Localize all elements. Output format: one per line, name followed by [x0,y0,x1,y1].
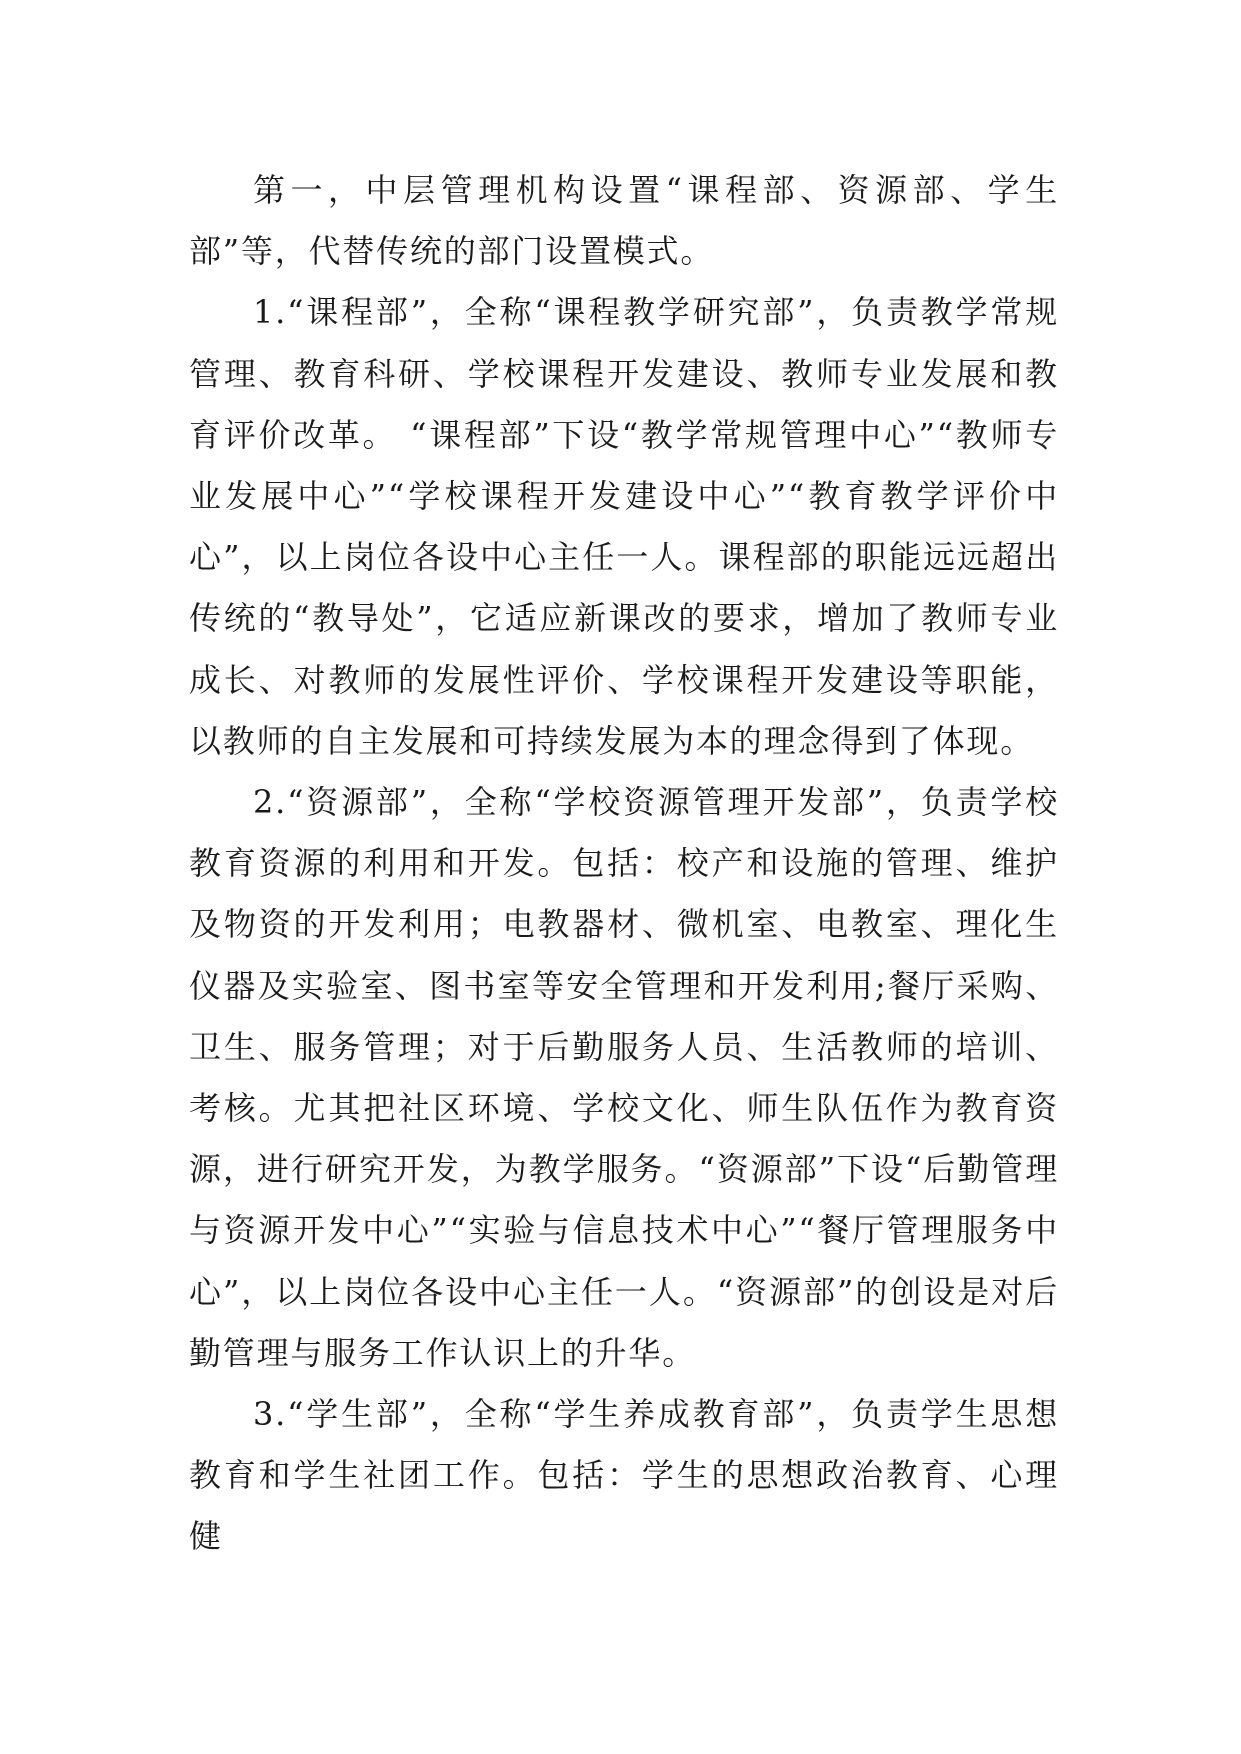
paragraph-student-dept: 3.“学生部”，全称“学生养成教育部”，负责学生思想教育和学生社团工作。包括：学生的思想政治教育、心理健 [189,1395,1059,1556]
paragraph-resource-dept: 2.“资源部”，全称“学校资源管理开发部”，负责学校教育资源的利用和开发。包括：校产和设施的管理、维护及物资的开发利用；电教器材、微机室、电教室、理化生仪器及实验室、图书室等安全管理和开发利用;餐厅采购、卫生、服务管理；对于后勤服务人员、生活教师的培训、考核。尤其把社区环境、学校文化、师生队伍作为教育资源，进行研究开发，为教学服务。“资源部”下设“后勤管理与资源开发中心”“实验与信息技术中心”“餐厅管理服务中心”，以上岗位各设中心主任一人。“资源部”的创设是对后勤管理与服务工作认识上的升华。 [189,783,1059,1372]
paragraph-curriculum-dept: 1.“课程部”，全称“课程教学研究部”，负责教学常规管理、教育科研、学校课程开发建设、教师专业发展和教育评价改革。 “课程部”下设“教学常规管理中心”“教师专业发展中心”“学校课程开发建设中心”“教育教学评价中心”，以上岗位各设中心主任一人。课程部的职能远远超出传统的“教导处”，它适应新课改的要求，增加了教师专业成长、对教师的发展性评价、学校课程开发建设等职能，以教师的自主发展和可持续发展为本的理念得到了体现。 [189,293,1059,760]
paragraph-intro: 第一，中层管理机构设置“课程部、资源部、学生部”等，代替传统的部门设置模式。 [189,171,1059,271]
document-body [189,160,1059,1568]
